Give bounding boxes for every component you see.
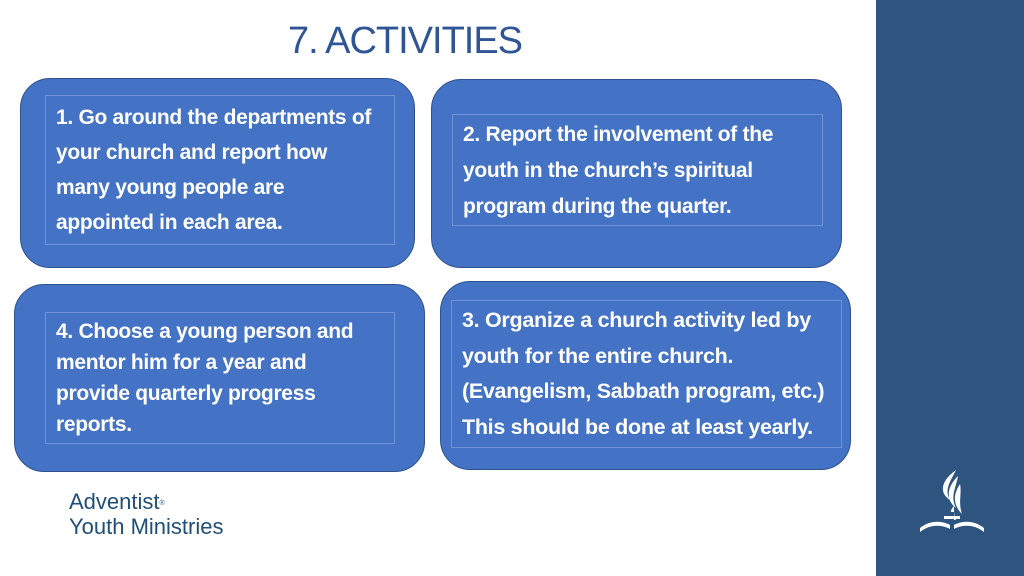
activity-card-4 (14, 284, 425, 472)
activity-text-2: 2. Report the involvement of the youth in the church’s spiritual program during the quarter. (452, 114, 823, 226)
activity-text-3: 3. Organize a church activity led by youth for the entire church. (Evangelism, Sabbath program, etc.) This should be done at least yearly. (451, 300, 842, 448)
activity-card-2 (431, 79, 842, 268)
slide-title: 7. ACTIVITIES (287, 20, 523, 62)
brand-line-1: Adventist (69, 489, 160, 514)
registered-mark: ® (159, 500, 165, 507)
brand-line-2: Youth Ministries (69, 514, 224, 539)
brand-logo-text (69, 489, 223, 539)
activity-card-1 (20, 78, 415, 268)
activity-text-1: 1. Go around the departments of your church and report how many young people are appointed in each area. (45, 95, 395, 245)
adventist-flame-bible-icon (916, 466, 988, 538)
activity-text-4: 4. Choose a young person and mentor him for a year and provide quarterly progress reports. (45, 312, 395, 444)
sidebar-panel (876, 0, 1024, 576)
activity-card-3 (440, 281, 851, 470)
